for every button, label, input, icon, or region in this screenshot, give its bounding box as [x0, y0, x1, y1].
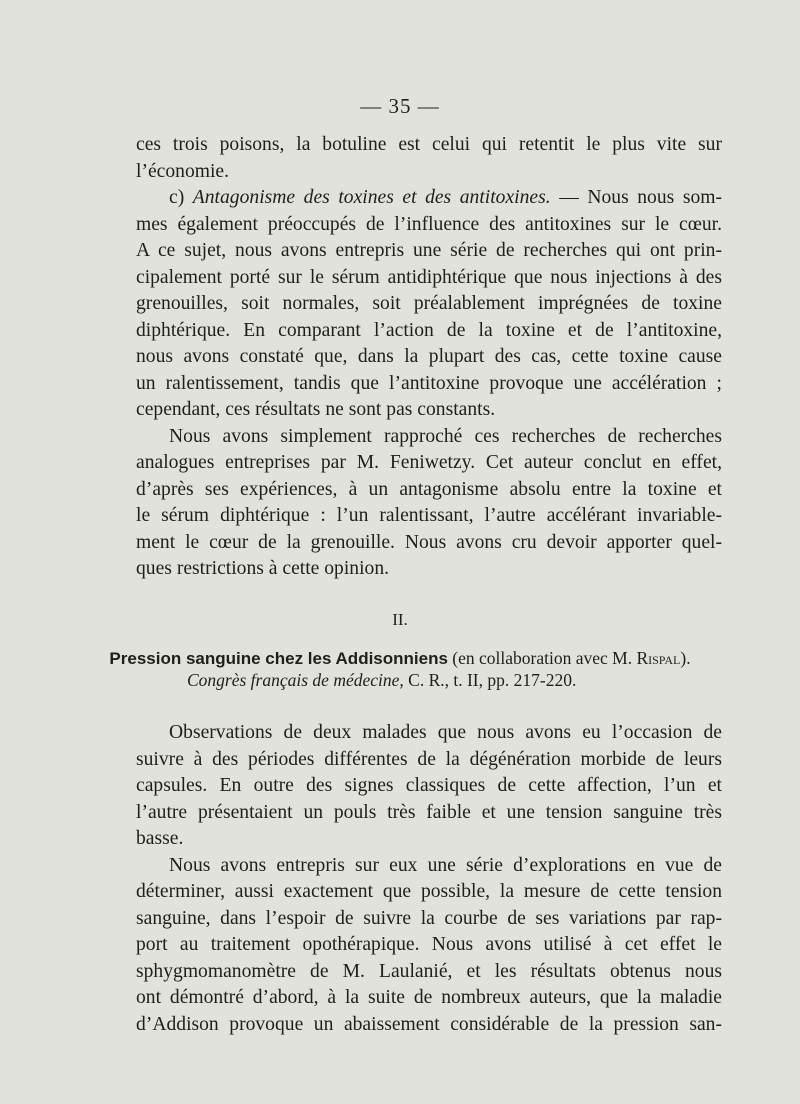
text-line: mes également préoccupés de l’influence des antitoxines sur le cœur.: [136, 213, 722, 235]
text-line: suivre à des périodes différentes de la dégénération morbide de leurs: [136, 748, 722, 770]
text-line: capsules. En outre des signes classiques de cette affection, l’un et: [136, 775, 722, 796]
text-line: analogues entreprises par M. Feniwetzy. Cet auteur conclut en effet,: [136, 452, 722, 473]
text-line: d’Addison provoque un abaissement considérable de la pression san-: [136, 1013, 722, 1035]
text-line: déterminer, aussi exactement que possible, la mesure de cette tension: [136, 881, 722, 902]
section-heading-collab: (en collaboration avec M.: [452, 648, 633, 668]
section-heading-name: Rispal: [636, 648, 681, 668]
section-1-text: [136, 132, 722, 583]
section-heading: [0, 648, 800, 669]
section-2-text: [136, 720, 722, 1038]
text-line: cipalement porté sur le sérum antidiphtérique que nous injections à des: [136, 266, 722, 288]
text-line: ques restrictions à cette opinion.: [136, 558, 390, 579]
subsection-text: Nous nous som-: [587, 187, 723, 208]
text-line: basse.: [136, 828, 184, 849]
text-line: le sérum diphtérique : l’un ralentissant, l’autre accélérant invariable-: [136, 505, 722, 526]
citation-reference: C. R., t. II, pp. 217-220.: [408, 670, 577, 690]
text-line: Nous avons entrepris sur eux une série d’explorations en vue de: [169, 854, 722, 876]
citation-venue: Congrès français de médecine,: [187, 670, 404, 690]
text-line: sanguine, dans l’espoir de suivre la courbe de ses variations par rap-: [136, 907, 722, 929]
text-line: ment le cœur de la grenouille. Nous avons cru devoir apporter quel-: [136, 531, 722, 553]
text-line: diphtérique. En comparant l’action de la toxine et de l’antitoxine,: [136, 319, 722, 341]
subsection-title: Antagonisme des toxines et des antitoxines.: [192, 187, 551, 208]
text-line: nous avons constaté que, dans la plupart des cas, cette toxine cause: [136, 346, 722, 367]
text-line: un ralentissement, tandis que l’antitoxine provoque une accélération ;: [136, 372, 722, 394]
text-line: sphygmomanomètre de M. Laulanié, et les résultats obtenus nous: [136, 960, 722, 982]
section-heading-close: ).: [680, 648, 691, 668]
text-line: d’après ses expériences, à un antagonisme absolu entre la toxine et: [136, 478, 722, 500]
section-heading-title: Pression sanguine chez les Addisonniens: [109, 649, 448, 668]
section-citation: [187, 670, 576, 691]
section-number: II.: [392, 610, 408, 629]
text-line: port au traitement opothérapique. Nous avons utilisé à cet effet le: [136, 934, 722, 955]
page-number: — 35 —: [360, 94, 440, 118]
subsection-prefix: c): [169, 187, 185, 208]
text-line: l’autre présentaient un pouls très faible et une tension sanguine très: [136, 801, 722, 823]
text-line: A ce sujet, nous avons entrepris une série de recherches qui ont prin-: [136, 240, 722, 261]
subsection-dash: —: [559, 187, 579, 208]
text-line: grenouilles, soit normales, soit préalablement imprégnées de toxine: [136, 293, 722, 314]
text-line: cependant, ces résultats ne sont pas constants.: [136, 399, 496, 420]
text-line: ces trois poisons, la botuline est celui qui retentit le plus vite sur: [136, 134, 722, 155]
text-line: l’économie.: [136, 160, 230, 182]
subsection-c-line: [136, 185, 722, 212]
text-line: ont démontré d’abord, à la suite de nombreux auteurs, que la maladie: [136, 987, 722, 1008]
text-line: Nous avons simplement rapproché ces recherches de recherches: [169, 425, 722, 447]
text-line: Observations de deux malades que nous avons eu l’occasion de: [169, 722, 722, 743]
